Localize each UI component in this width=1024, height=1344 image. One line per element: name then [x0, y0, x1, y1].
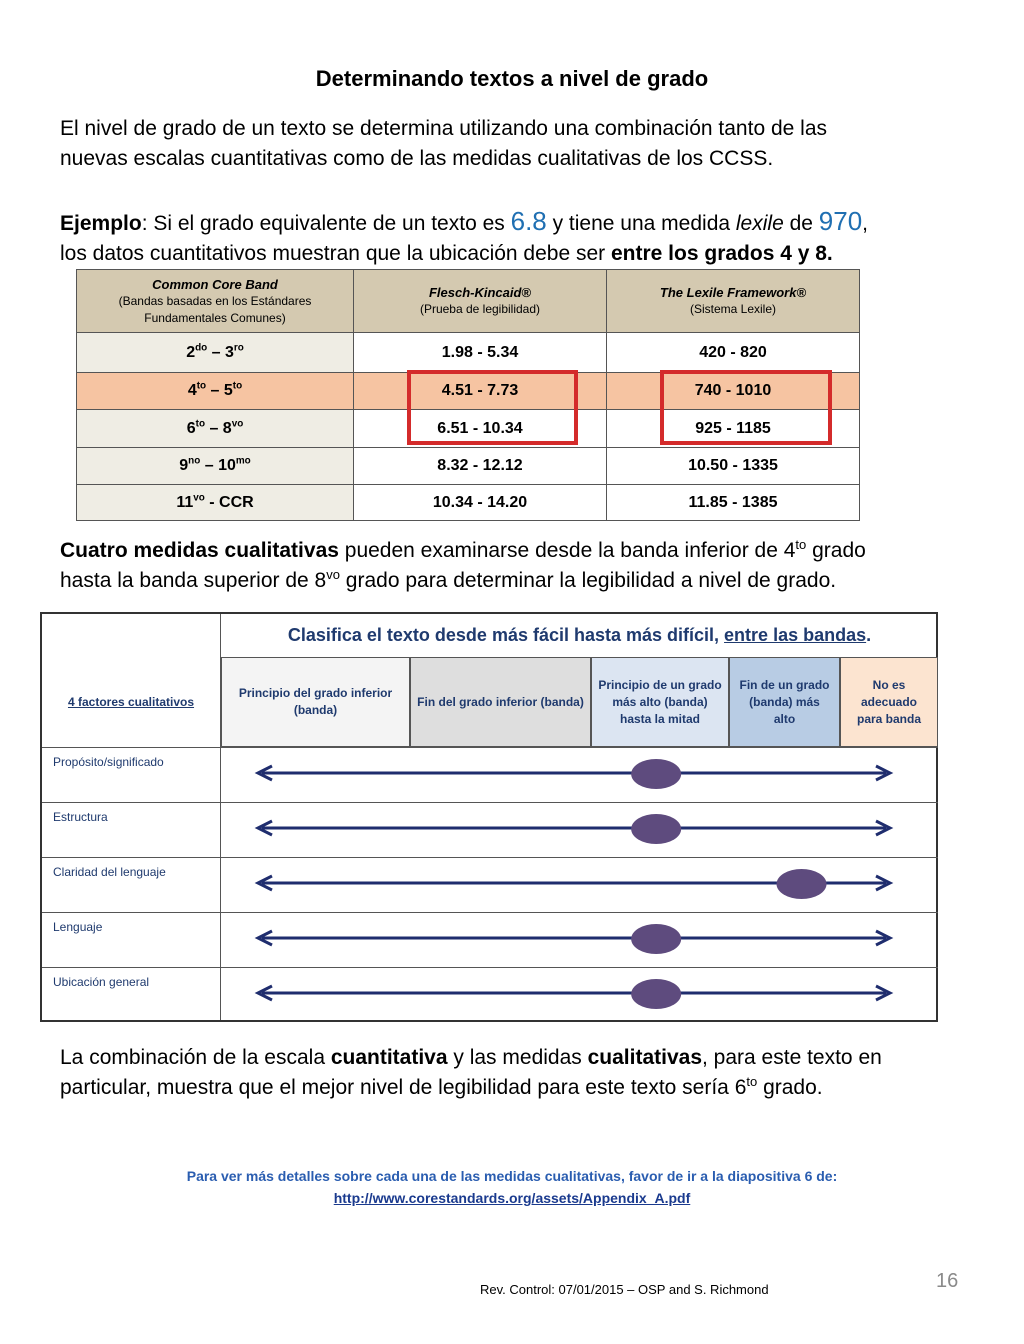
qual-column-header: Fin del grado inferior (banda): [410, 657, 591, 747]
appendix-link[interactable]: http://www.corestandards.org/assets/Appendix_A.pdf: [333, 1190, 691, 1206]
footer-note-text: Para ver más detalles sobre cada una de las medidas cualitativas, favor de ir a la diapositiva 6 de:: [186, 1168, 838, 1184]
intro-line-1: El nivel de grado de un texto se determina utilizando una combinación tanto de las: [60, 117, 827, 140]
factor-marker: [777, 869, 827, 899]
lexile-cell: 420 - 820: [607, 333, 860, 373]
fk-cell: 8.32 - 12.12: [354, 448, 607, 485]
lexile-value: 970: [818, 206, 863, 236]
band-cell: $11^{vo}$ - CCR: [77, 485, 354, 521]
lexile-range-highlight-box: [660, 370, 832, 445]
qualitative-table: [40, 612, 938, 1022]
intro-paragraph: [60, 114, 960, 174]
fk-cell: 10.34 - 14.20: [354, 485, 607, 521]
revision-control: Rev. Control: 07/01/2015 – OSP and S. Richmond: [480, 1282, 769, 1297]
footer-note: [0, 1165, 1024, 1209]
factor-label: Claridad del lenguaje: [53, 865, 166, 879]
band-cell: $6^{to} - 8^{vo}$: [77, 410, 354, 448]
example-text-3: de: [783, 212, 819, 235]
example-text-1: : Si el grado equivalente de un texto es: [141, 212, 511, 235]
factor-marker: [631, 979, 681, 1009]
fk-range-highlight-box: [407, 370, 578, 445]
qual-corner-label: 4 factores cualitativos: [67, 695, 195, 709]
example-paragraph: [60, 206, 960, 269]
lexile-cell: 11.85 - 1385: [607, 485, 860, 521]
fk-cell: 6.51 - 10.34: [354, 410, 607, 448]
header-common-core: Common Core Band (Bandas basadas en los Estándares Fundamentales Comunes): [77, 270, 354, 333]
grade-value: 6.8: [510, 206, 547, 236]
lexile-cell: 925 - 1185: [607, 410, 860, 448]
fk-cell: 4.51 - 7.73: [354, 373, 607, 410]
band-cell: $2^{do} - 3^{ro}$: [77, 333, 354, 373]
example-line2-a: los datos cuantitativos muestran que la ubicación debe ser: [60, 242, 611, 265]
conclusion-paragraph: La combinación de la escala cuantitativa y las medidas cualitativas, para este texto en particular, muestra que el mejor nivel de legibilidad para este texto sería $6^{to}$ grado.: [60, 1046, 882, 1099]
example-text-4: ,: [862, 212, 869, 235]
qual-intro-paragraph: Cuatro medidas cualitativas pueden examinarse desde la banda inferior de $4^{to}$ grado hasta la banda superior de $8^{vo}$ grado para determinar la legibilidad a nivel de grado.: [60, 537, 866, 592]
factor-label: Estructura: [53, 810, 108, 824]
qual-column-header: Principio del grado inferior (banda): [221, 657, 410, 747]
page-title: Determinando textos a nivel de grado: [315, 66, 709, 91]
lexile-word: lexile: [735, 212, 784, 235]
band-cell: $4^{to} - 5^{to}$: [77, 373, 354, 410]
qual-scale-arrows: [42, 614, 938, 1020]
factor-marker: [631, 924, 681, 954]
table-row: [77, 485, 860, 521]
lexile-cell: 740 - 1010: [607, 373, 860, 410]
header-lexile: The Lexile Framework® (Sistema Lexile): [607, 270, 860, 333]
lexile-cell: 10.50 - 1335: [607, 448, 860, 485]
qual-column-header: Principio de un grado más alto (banda) hasta la mitad: [591, 657, 729, 747]
qual-column-header: No es adecuado para banda: [840, 657, 938, 747]
factor-label: Lenguaje: [53, 920, 103, 934]
example-label: Ejemplo: [60, 212, 142, 235]
example-text-2: y tiene una medida: [546, 212, 736, 235]
qual-column-header: Fin de un grado (banda) más alto: [729, 657, 840, 747]
factor-label: Propósito/significado: [53, 755, 164, 769]
fk-cell: 1.98 - 5.34: [354, 333, 607, 373]
factor-label: Ubicación general: [53, 975, 150, 989]
table-row: [77, 448, 860, 485]
quant-header-row: [77, 270, 860, 333]
factor-marker: [631, 759, 681, 789]
band-cell: $9^{no} - 10^{mo}$: [77, 448, 354, 485]
header-flesch-kincaid: Flesch-Kincaid® (Prueba de legibilidad): [354, 270, 607, 333]
factor-marker: [631, 814, 681, 844]
example-line2-b: entre los grados 4 y 8.: [611, 242, 833, 265]
page-number: 16: [936, 1270, 959, 1292]
intro-line-2: nuevas escalas cuantitativas como de las medidas cualitativas de los CCSS.: [60, 147, 774, 170]
qual-banner: Clasifica el texto desde más fácil hasta más difícil, entre las bandas .: [287, 625, 872, 645]
table-row: [77, 333, 860, 373]
